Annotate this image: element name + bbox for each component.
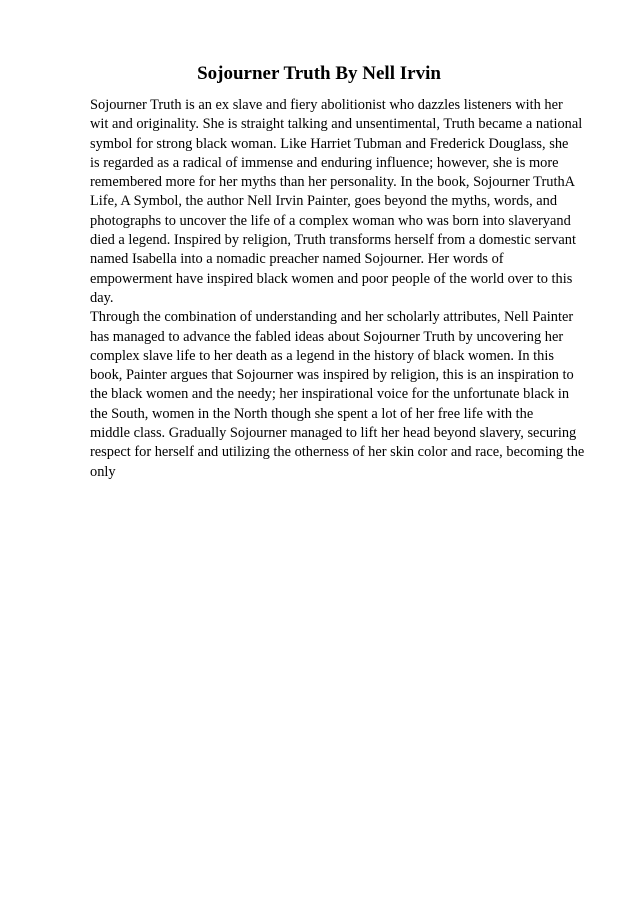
- text-line: the South, women in the North though she spent a lot of her free life with the: [90, 405, 534, 422]
- text-line: middle class. Gradually Sojourner managed to lift her head beyond slavery, securing: [90, 425, 577, 442]
- document-title: Sojourner Truth By Nell Irvin: [197, 63, 441, 84]
- text-line: Through the combination of understanding and her scholarly attributes, Nell Painter: [90, 309, 574, 326]
- text-line: book, Painter argues that Sojourner was inspired by religion, this is an inspiration to: [90, 367, 574, 384]
- text-line: photographs to uncover the life of a complex woman who was born into slaveryand: [90, 212, 571, 229]
- text-line: the black women and the needy; her inspirational voice for the unfortunate black in: [90, 386, 570, 403]
- text-line: complex slave life to her death as a legend in the history of black women. In this: [90, 347, 554, 364]
- text-line: day.: [90, 289, 114, 306]
- text-line: Life, A Symbol, the author Nell Irvin Painter, goes beyond the myths, words, and: [90, 193, 558, 210]
- text-line: symbol for strong black woman. Like Harriet Tubman and Frederick Douglass, she: [90, 135, 569, 152]
- text-line: empowerment have inspired black women and poor people of the world over to this: [90, 270, 573, 287]
- text-line: respect for herself and utilizing the otherness of her skin color and race, becoming the: [90, 444, 585, 461]
- text-line: remembered more for her myths than her personality. In the book, Sojourner TruthA: [90, 174, 576, 191]
- text-line: has managed to advance the fabled ideas about Sojourner Truth by uncovering her: [90, 328, 564, 345]
- document-body: [90, 96, 590, 482]
- text-line: is regarded as a radical of immense and enduring influence; however, she is more: [90, 154, 559, 171]
- text-line: died a legend. Inspired by religion, Truth transforms herself from a domestic servant: [90, 232, 576, 249]
- text-line: only: [90, 463, 116, 480]
- text-line: named Isabella into a nomadic preacher named Sojourner. Her words of: [90, 251, 504, 268]
- text-line: wit and originality. She is straight talking and unsentimental, Truth became a national: [90, 116, 583, 133]
- text-line: Sojourner Truth is an ex slave and fiery abolitionist who dazzles listeners with her: [90, 97, 563, 113]
